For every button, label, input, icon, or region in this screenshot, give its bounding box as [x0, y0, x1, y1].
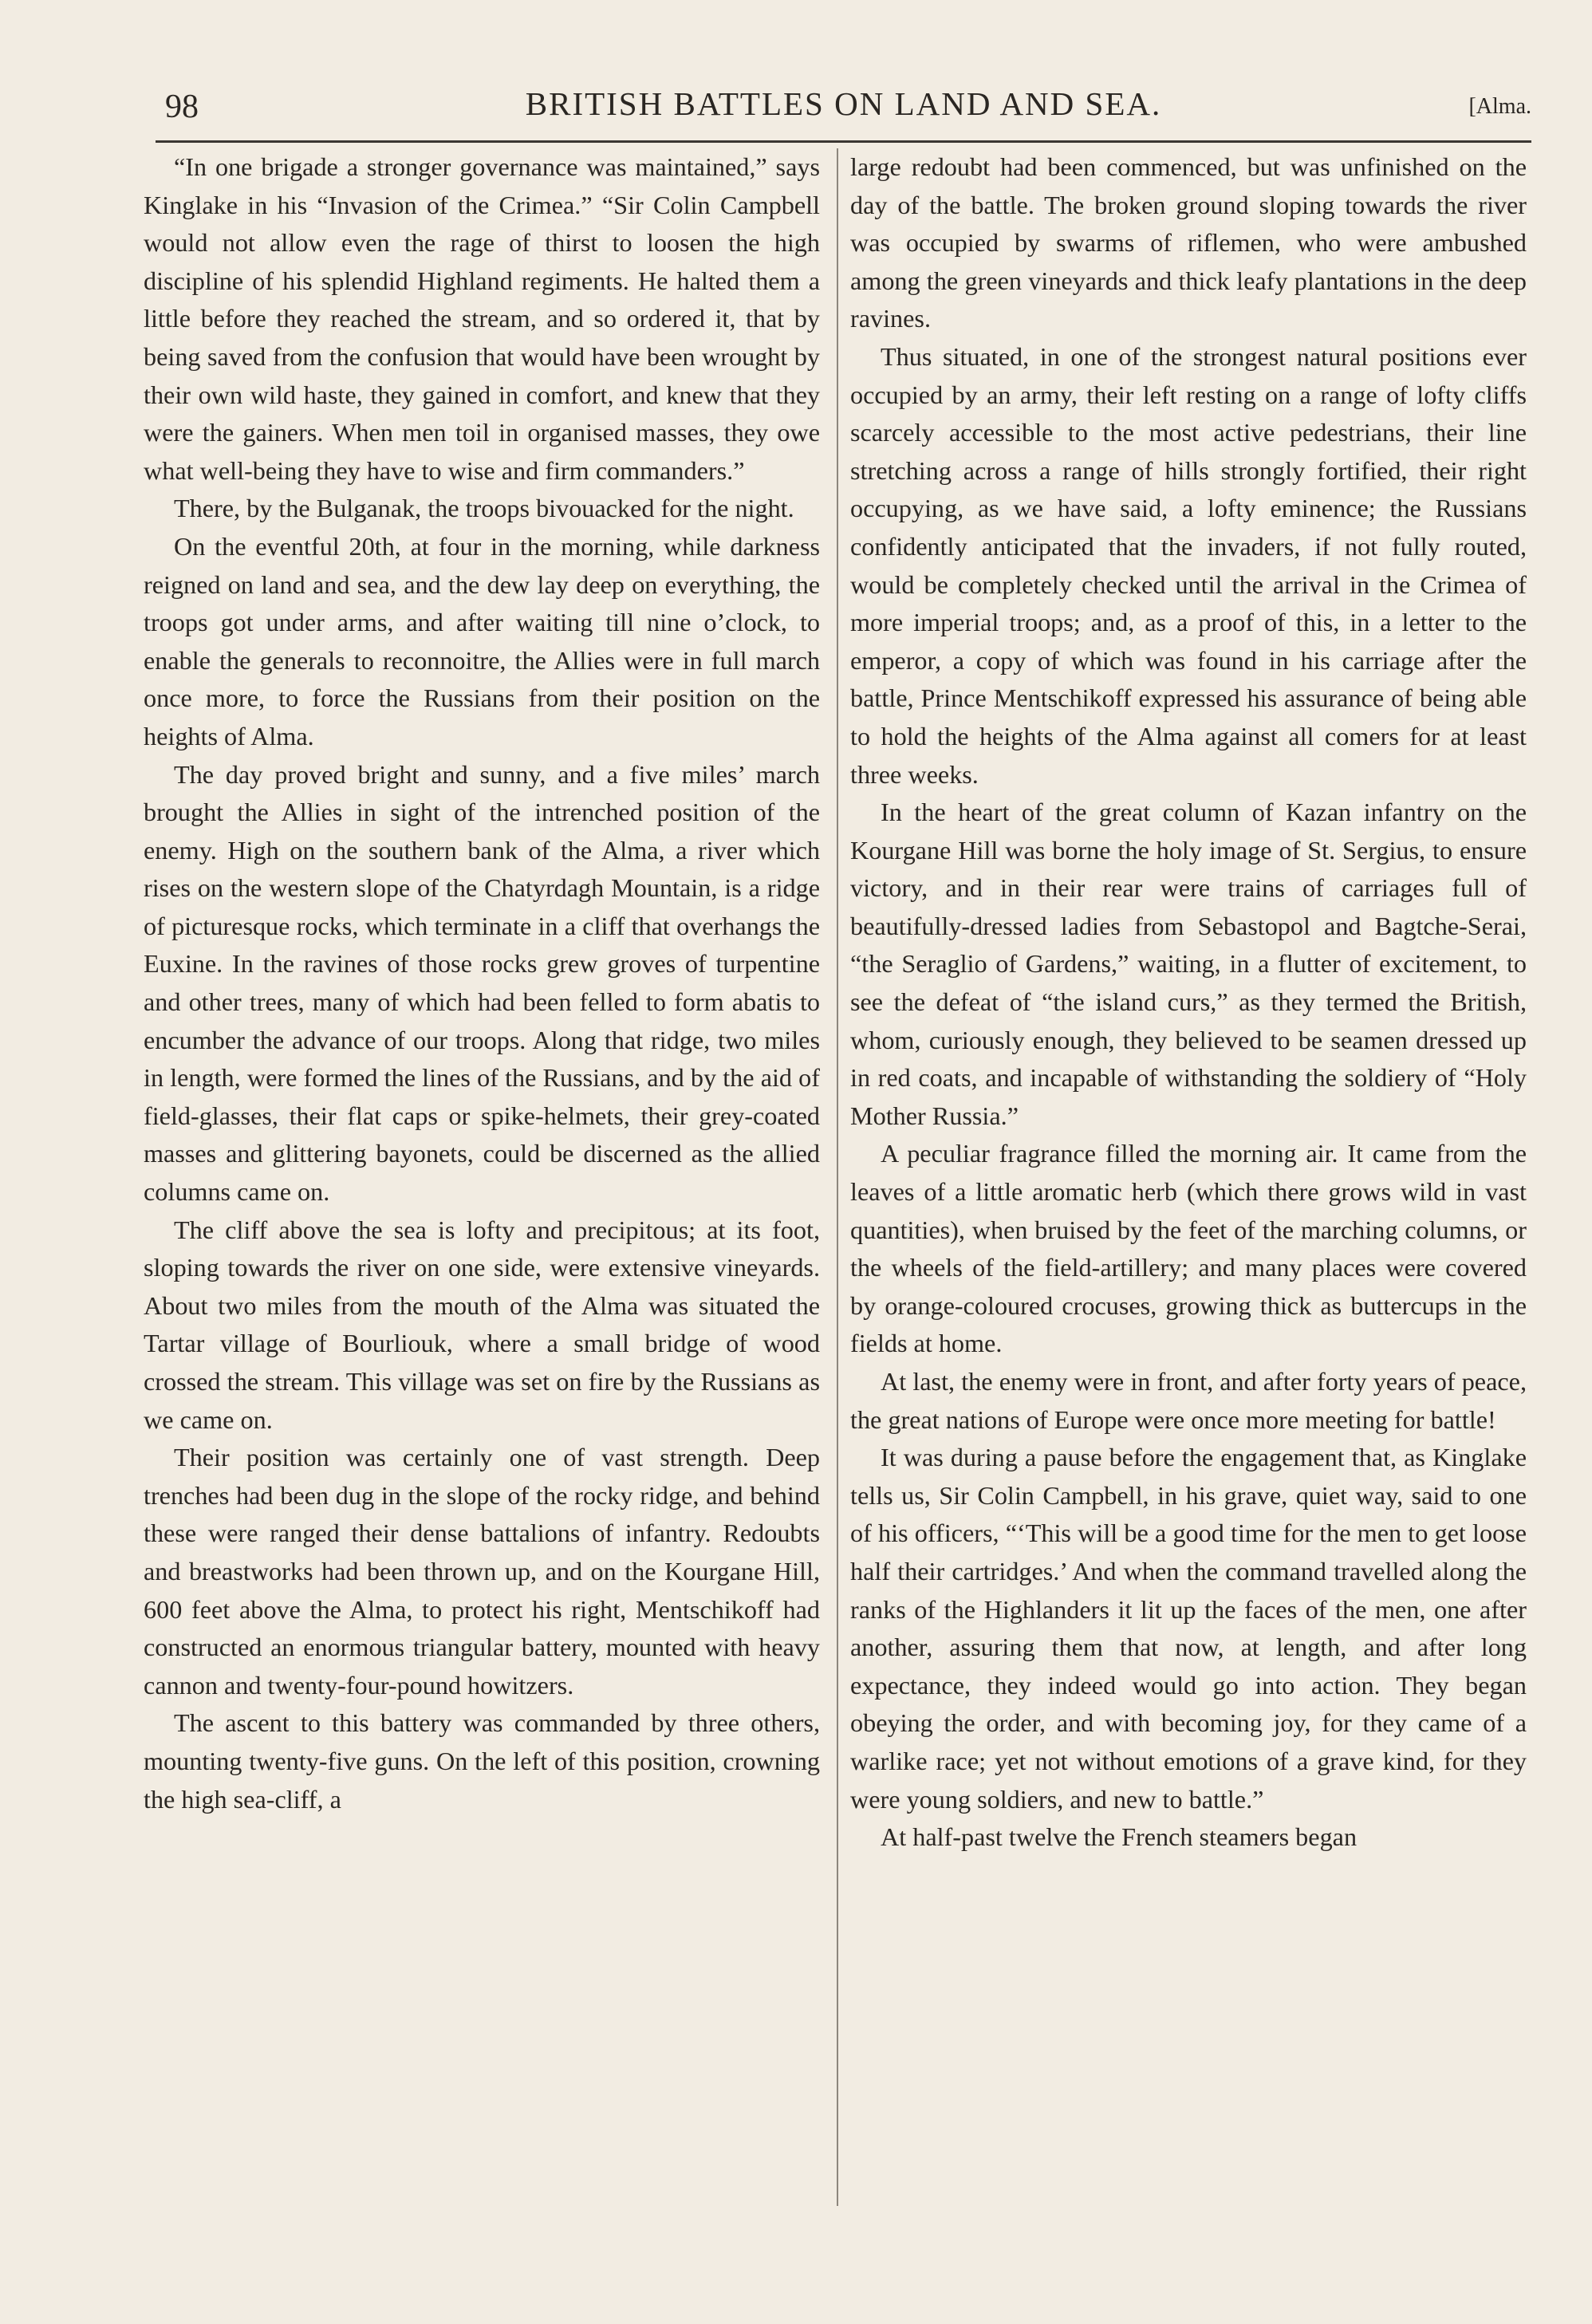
section-tag: [Alma. [1468, 94, 1531, 119]
paragraph: A peculiar fragrance filled the morning air. It came from the leaves of a little aromatic herb (which there grows wild in vast quantities), when bruised by the feet of the marching columns, or the wheels of the field-artillery; and many places were covered by orange-coloured crocuses, growing thick as buttercups in the fields at home. [850, 1139, 1527, 1358]
left-column [144, 148, 820, 2222]
paragraph: The cliff above the sea is lofty and precipitous; at its foot, sloping towards the river on one side, were extensive vineyards. About two miles from the mouth of the Alma was situated the Tartar village of Bourliouk, where a small bridge of wood crossed the stream. This village was set on fire by the Russians as we came on. [144, 1215, 820, 1434]
page-number: 98 [165, 89, 199, 125]
column-divider [837, 148, 838, 2206]
paragraph: It was during a pause before the engagement that, as Kinglake tells us, Sir Colin Campbell, in his grave, quiet way, said to one of his officers, “‘This will be a good time for the men to get loose half their cartridges.’ And when the command travelled along the ranks of the Highlanders it lit up the faces of the men, one after another, assuring them that now, at length, and after long expectance, they indeed would go into action. They began obeying the order, and with becoming joy, for they came of a warlike race; yet not without emotions of a grave kind, for they were young soldiers, and new to battle.” [850, 1443, 1527, 1814]
paragraph: On the eventful 20th, at four in the morning, while darkness reigned on land and sea, and the dew lay deep on everything, the troops got under arms, and after waiting till nine o’clock, to enable the generals to reconnoitre, the Allies were in full march once more, to force the Russians from their position on the heights of Alma. [144, 531, 820, 750]
paragraph: At half-past twelve the French steamers began [881, 1822, 1358, 1852]
paragraph: “In one brigade a stronger governance was maintained,” says Kinglake in his “Invasion of the Crimea.” “Sir Colin Campbell would not allow even the rage of thirst to loosen the high discipline of his splendid Highland regiments. He halted them a little before they reached the stream, and so ordered it, that by being saved from the confusion that would have been wrought by their own wild haste, they gained in comfort, and knew that they were the gainers. When men toil in organised masses, they owe what well-being they have to wise and firm commanders.” [144, 152, 820, 485]
header-rule [156, 140, 1531, 143]
page-header [156, 80, 1531, 136]
paragraph: At last, the enemy were in front, and after forty years of peace, the great nations of Europe were once more meeting for battle! [850, 1367, 1527, 1434]
paragraph: Thus situated, in one of the strongest natural positions ever occupied by an army, their left resting on a range of lofty cliffs scarcely accessible to the most active pedestrians, their line stretching across a range of hills strongly fortified, their right occupying, as we have said, a lofty eminence; the Russians confidently anticipated that the invaders, if not fully routed, would be completely checked until the arrival in the Crimea of more imperial troops; and, as a proof of this, in a letter to the emperor, a copy of which was found in his carriage after the battle, Prince Mentschikoff expressed his assurance of being able to hold the heights of the Alma against all comers for at least three weeks. [850, 341, 1527, 789]
paragraph: There, by the Bulganak, the troops bivouacked for the night. [174, 494, 794, 523]
right-column [850, 148, 1527, 2222]
paragraph: Their position was certainly one of vast strength. Deep trenches had been dug in the slope of the rocky ridge, and behind these were ranged their dense battalions of infantry. Redoubts and breastworks had been thrown up, and on the Kourgane Hill, 600 feet above the Alma, to protect his right, Mentschikoff had constructed an enormous triangular battery, mounted with heavy cannon and twenty-four-pound howitzers. [144, 1443, 820, 1700]
paragraph: In the heart of the great column of Kazan infantry on the Kourgane Hill was borne the holy image of St. Sergius, to ensure victory, and in their rear were trains of carriages full of beautifully-dressed ladies from Sebastopol and Bagtche-Serai, “the Seraglio of Gardens,” waiting, in a flutter of excitement, to see the defeat of “the island curs,” as they termed the British, whom, curiously enough, they believed to be seamen dressed up in red coats, and incapable of withstanding the soldiery of “Holy Mother Russia.” [850, 798, 1527, 1130]
paragraph: The ascent to this battery was commanded by three others, mounting twenty-five guns. On the left of this position, crowning the high sea-cliff, a [144, 1708, 820, 1814]
paragraph-continued: large redoubt had been commenced, but was unfinished on the day of the battle. The broken ground sloping towards the river was occupied by swarms of riflemen, who were ambushed among the green vineyards and thick leafy plantations in the deep ravines. [850, 152, 1527, 333]
running-title: BRITISH BATTLES ON LAND AND SEA. [525, 85, 1162, 122]
paragraph: The day proved bright and sunny, and a five miles’ march brought the Allies in sight of the intrenched position of the enemy. High on the southern bank of the Alma, a river which rises on the western slope of the Chatyrdagh Mountain, is a ridge of picturesque rocks, which terminate in a cliff that overhangs the Euxine. In the ravines of those rocks grew groves of turpentine and other trees, many of which had been felled to form abatis to encumber the advance of our troops. Along that ridge, two miles in length, were formed the lines of the Russians, and by the aid of field-glasses, their flat caps or spike-helmets, their grey-coated masses and glittering bayonets, could be discerned as the allied columns came on. [144, 759, 820, 1207]
